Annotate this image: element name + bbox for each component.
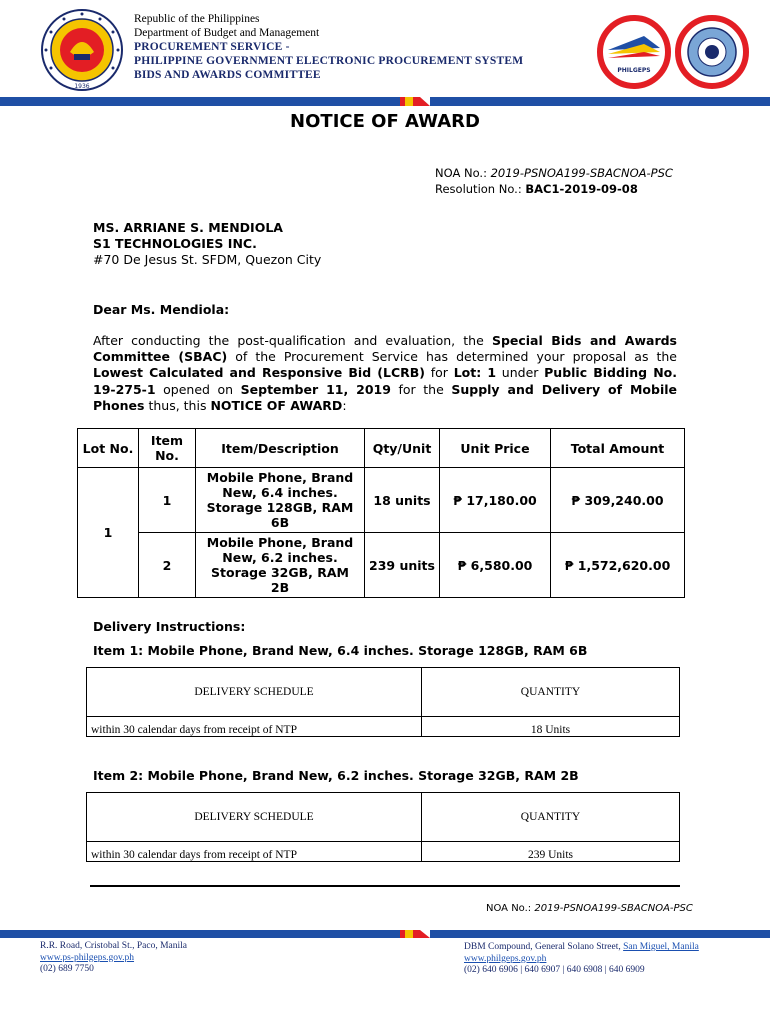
delivery-schedule-table: [86, 792, 680, 862]
resolution-label: Resolution No.:: [435, 182, 526, 196]
column-header: Item No.: [139, 429, 196, 468]
addressee-address: #70 De Jesus St. SFDM, Quezon City: [93, 252, 322, 267]
item-total: ₱ 309,240.00: [551, 468, 685, 533]
quantity-value: 239 Units: [422, 842, 680, 862]
dbm-seal-logo: [40, 8, 124, 92]
delivery-item-heading: Item 1: Mobile Phone, Brand New, 6.4 inches. Storage 128GB, RAM 6B: [93, 643, 588, 658]
quantity-value: 18 Units: [422, 717, 680, 737]
column-header: Total Amount: [551, 429, 685, 468]
reference-numbers: [435, 165, 673, 197]
item-quantity: 18 units: [365, 468, 440, 533]
noa-label: NOA No.:: [435, 166, 491, 180]
delivery-heading: Delivery Instructions:: [93, 619, 246, 634]
addressee-company: S1 TECHNOLOGIES INC.: [93, 236, 257, 251]
letterhead-line: PROCUREMENT SERVICE -: [134, 41, 290, 53]
table-row: [78, 468, 685, 533]
column-header: QUANTITY: [422, 793, 680, 842]
schedule-value: within 30 calendar days from receipt of NTP: [87, 717, 422, 737]
phone-number: (02) 689 7750: [40, 964, 94, 974]
letterhead-line: Republic of the Philippines: [134, 13, 260, 25]
column-header: Qty/Unit: [365, 429, 440, 468]
seal-year: 1936: [74, 83, 90, 90]
table-header-row: [78, 429, 685, 468]
column-header: DELIVERY SCHEDULE: [87, 793, 422, 842]
letterhead-line: BIDS AND AWARDS COMMITTEE: [134, 69, 321, 81]
map-link[interactable]: San Miguel, Manila: [623, 942, 699, 952]
letterhead-line: PHILIPPINE GOVERNMENT ELECTRONIC PROCUREMENT SYSTEM: [134, 55, 524, 67]
item-description: Mobile Phone, Brand New, 6.4 inches. Storage 128GB, RAM 6B: [196, 468, 365, 533]
salutation: Dear Ms. Mendiola:: [93, 302, 230, 317]
item-unit-price: ₱ 6,580.00: [440, 533, 551, 598]
office-address: R.R. Road, Cristobal St., Paco, Manila: [40, 941, 187, 951]
phone-numbers: (02) 640 6906 | 640 6907 | 640 6908 | 640 6909: [464, 965, 645, 975]
header-color-band: [0, 97, 770, 106]
philgeps-logos: [594, 14, 754, 90]
website-link[interactable]: www.ps-philgeps.gov.ph: [40, 952, 135, 963]
body-paragraph: After conducting the post-qualification and evaluation, the Special Bids and Awards Committee (SBAC) of the Procurement Service has determined your proposal as the Lowest Calculated and Responsive Bid (LCRB) for Lot: 1 under Public Bidding No. 19-275-1 opened on September 11, 2019 for the Supply and Delivery of Mobile Phones thus, this NOTICE OF AWARD:: [93, 333, 678, 413]
item-number: 2: [139, 533, 196, 598]
delivery-item-heading: Item 2: Mobile Phone, Brand New, 6.2 inches. Storage 32GB, RAM 2B: [93, 768, 579, 783]
item-unit-price: ₱ 17,180.00: [440, 468, 551, 533]
item-number: 1: [139, 468, 196, 533]
schedule-value: within 30 calendar days from receipt of NTP: [87, 842, 422, 862]
philgeps-logo-text: PHILGEPS: [617, 67, 651, 74]
column-header: Lot No.: [78, 429, 139, 468]
item-description: Mobile Phone, Brand New, 6.2 inches. Storage 32GB, RAM 2B: [196, 533, 365, 598]
addressee-name: MS. ARRIANE S. MENDIOLA: [93, 220, 283, 235]
footer-color-band: [0, 930, 770, 938]
delivery-schedule-table: [86, 667, 680, 737]
lot-number: 1: [78, 468, 139, 598]
footer-divider: [90, 885, 680, 887]
column-header: QUANTITY: [422, 668, 680, 717]
column-header: Unit Price: [440, 429, 551, 468]
award-table: [77, 428, 685, 598]
letterhead-text: [134, 12, 523, 82]
addressee-block: [93, 220, 321, 268]
column-header: Item/Description: [196, 429, 365, 468]
document-title: NOTICE OF AWARD: [290, 111, 480, 132]
table-row: [78, 533, 685, 598]
footer-noa: NOA No.: 2019-PSNOA199-SBACNOA-PSC: [486, 903, 693, 914]
noa-number: 2019-PSNOA199-SBACNOA-PSC: [490, 166, 673, 180]
letterhead-line: Department of Budget and Management: [134, 27, 320, 39]
resolution-number: BAC1-2019-09-08: [525, 182, 638, 196]
column-header: DELIVERY SCHEDULE: [87, 668, 422, 717]
website-link[interactable]: www.philgeps.gov.ph: [464, 953, 547, 964]
office-address: DBM Compound, General Solano Street,: [464, 942, 624, 952]
item-total: ₱ 1,572,620.00: [551, 533, 685, 598]
footer-address-left: [40, 941, 187, 976]
item-quantity: 239 units: [365, 533, 440, 598]
footer-address-right: [464, 942, 699, 977]
